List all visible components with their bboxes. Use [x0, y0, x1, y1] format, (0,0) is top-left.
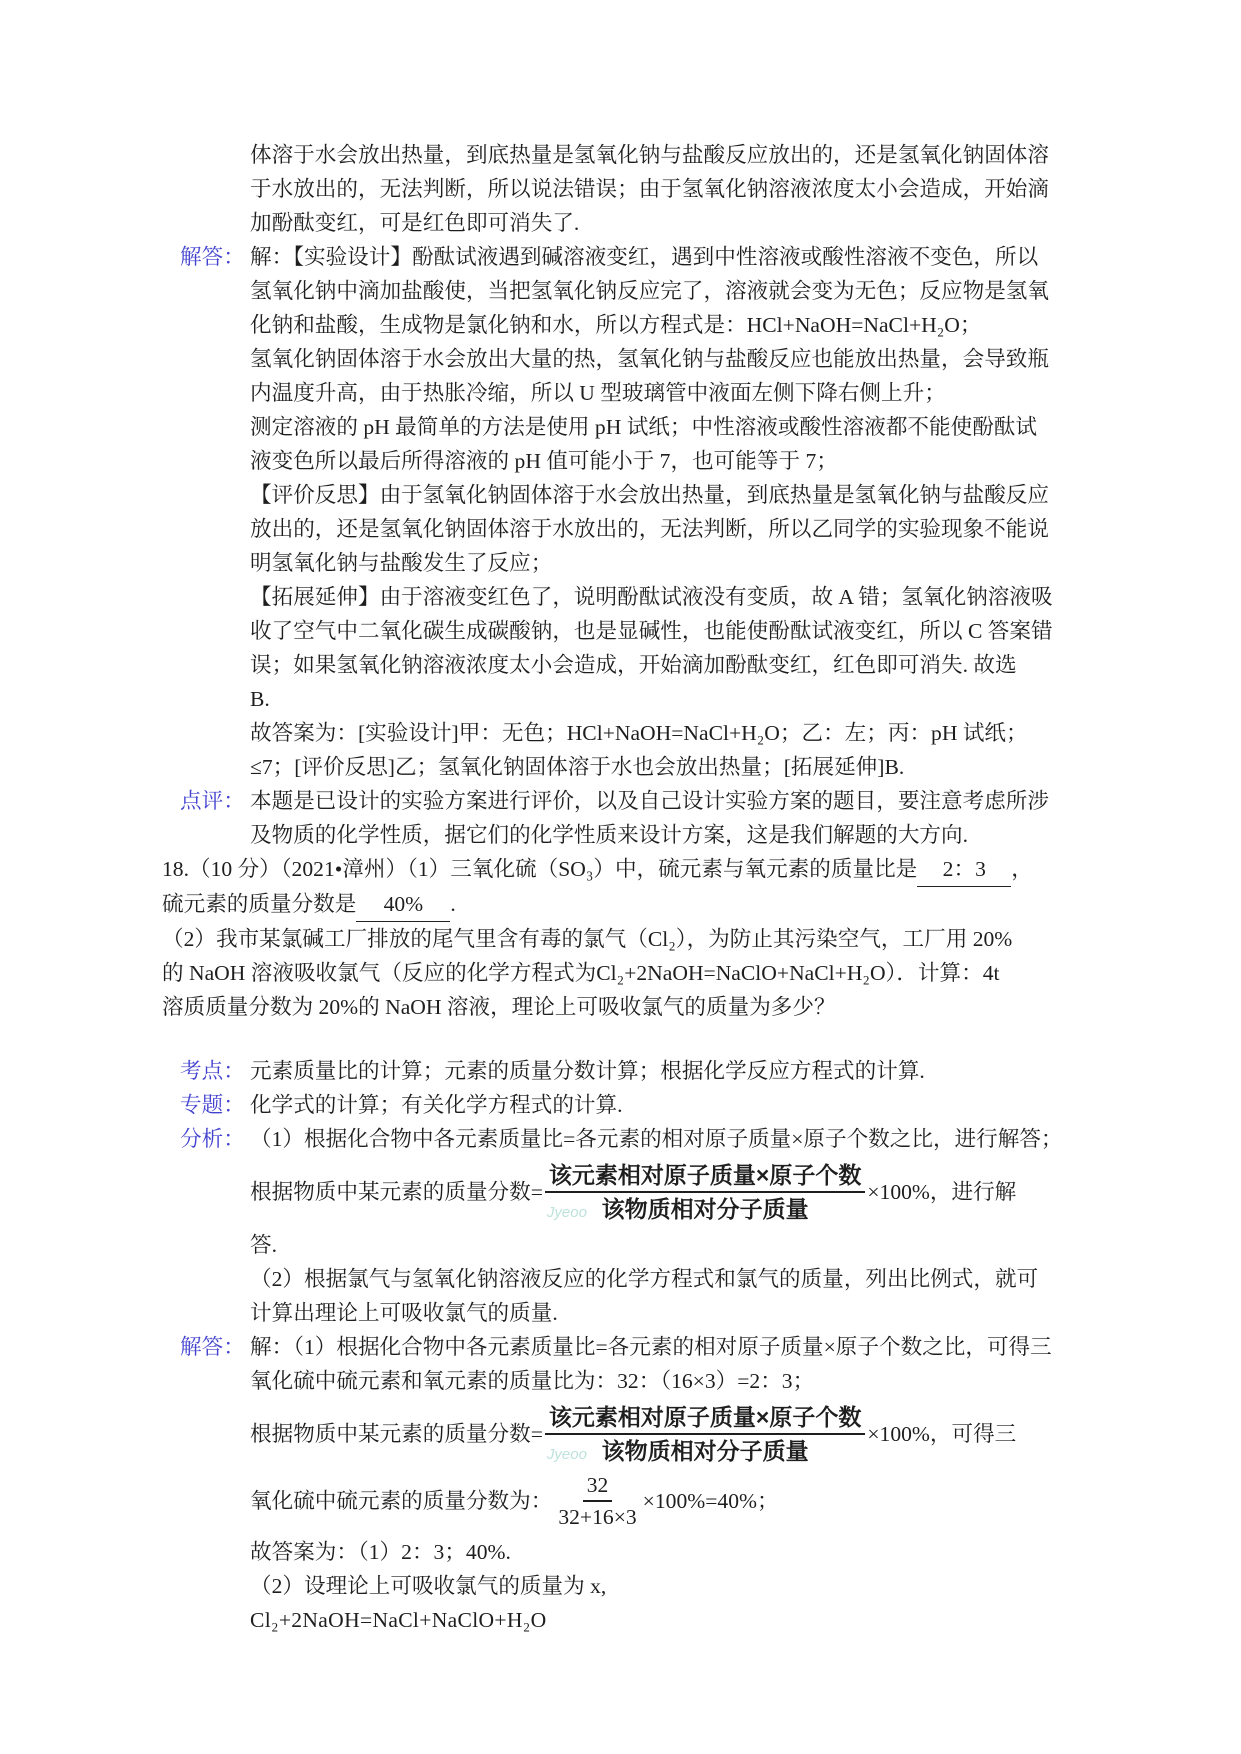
analysis-line-3: 答. [250, 1233, 277, 1257]
jyeoo-watermark: Jyeoo [546, 1203, 587, 1221]
zhuanti-block [162, 1088, 1092, 1122]
analysis-fraction-prefix: 根据物质中某元素的质量分数= [250, 1180, 543, 1204]
analysis-fraction-line [250, 1159, 1092, 1225]
text-line: 【拓展延伸】由于溶液变红色了，说明酚酞试液没有变质，故 A 错；氢氧化钠溶液吸 [250, 585, 1053, 609]
solution-18-fraction-prefix: 根据物质中某元素的质量分数= [250, 1422, 543, 1446]
question-18-line-1-suffix: ， [1011, 857, 1033, 881]
label-fenxi: 分析： [180, 1127, 245, 1151]
label-zhuanti: 专题： [180, 1093, 245, 1117]
text-line: 氢氧化钠中滴加盐酸使，当把氢氧化钠反应完了，溶液就会变为无色；反应物是氢氧 [250, 279, 1049, 303]
formula-numerator: 该元素相对原子质量×原子个数 [545, 1159, 865, 1193]
text-line: 本题是已设计的实验方案进行评价，以及自己设计实验方案的题目，要注意考虑所涉 [250, 789, 1049, 813]
solution-18-line-7: （2）设理论上可吸收氯气的质量为 x, [250, 1574, 607, 1598]
kaodian-text: 元素质量比的计算；元素的质量分数计算；根据化学反应方程式的计算. [250, 1059, 925, 1083]
kaodian-block [162, 1054, 1092, 1088]
label-dianping: 点评： [180, 789, 245, 813]
solution-18-fraction-line [250, 1401, 1092, 1467]
answer-blank-percent: 40% [356, 887, 450, 922]
solution-18-line-2: 氧化硫中硫元素和氧元素的质量比为：32：（16×3）=2：3； [250, 1369, 815, 1393]
zhuanti-text: 化学式的计算；有关化学方程式的计算. [250, 1093, 623, 1117]
text-line: 【评价反思】由于氢氧化钠固体溶于水会放出热量，到底热量是氢氧化钠与盐酸反应 [250, 483, 1049, 507]
text-line: （2）我市某氯碱工厂排放的尾气里含有毒的氯气（Cl₂），为防止其污染空气，工厂用 20% [162, 927, 1013, 951]
text-line: 明氢氧化钠与盐酸发生了反应； [250, 551, 553, 575]
document-content [162, 138, 1092, 1637]
text-line: 于水放出的，无法判断，所以说法错误；由于氢氧化钠溶液浓度太小会造成，开始滴 [250, 177, 1049, 201]
numeric-fraction-denominator: 32+16×3 [558, 1505, 637, 1529]
question-18-line-2-suffix: . [450, 892, 456, 916]
mass-fraction-formula [545, 1159, 865, 1225]
text-line: 体溶于水会放出热量，到底热量是氢氧化钠与盐酸反应放出的，还是氢氧化钠固体溶 [250, 143, 1049, 167]
text-line: 误；如果氢氧化钠溶液浓度太小会造成，开始滴加酚酞变红，红色即可消失. 故选 [250, 653, 1017, 677]
solution-block-17 [162, 240, 1092, 784]
question-18 [162, 852, 1092, 1024]
solution-18-fraction-suffix: ×100%，可得三 [867, 1422, 1017, 1446]
text-line: 的 NaOH 溶液吸收氯气（反应的化学方程式为Cl₂+2NaOH=NaClO+NaCl+H₂O）．计算：4t [162, 961, 1000, 985]
text-line: 放出的，还是氢氧化钠固体溶于水放出的，无法判断，所以乙同学的实验现象不能说 [250, 517, 1049, 541]
analysis-line-1: （1）根据化合物中各元素质量比=各元素的相对原子质量×原子个数之比，进行解答； [250, 1127, 1063, 1151]
formula-numerator-2: 该元素相对原子质量×原子个数 [545, 1401, 865, 1435]
formula-denominator-2: 该物质相对分子质量 [601, 1438, 809, 1464]
question-18-part-2 [162, 922, 1092, 1024]
question-18-line-1 [162, 852, 1092, 887]
formula-denominator: 该物质相对分子质量 [601, 1196, 809, 1222]
answer-continuation-paragraph [250, 138, 1092, 240]
label-jieda: 解答： [180, 245, 245, 269]
text-line: 加酚酞变红，可是红色即可消失了. [250, 211, 580, 235]
analysis-line-4: （2）根据氯气与氢氧化钠溶液反应的化学方程式和氯气的质量，列出比例式，就可 [250, 1267, 1039, 1291]
solution-18-line-6: 故答案为：（1）2：3；40%. [250, 1540, 511, 1564]
solution-18-calc-prefix: 氧化硫中硫元素的质量分数为： [250, 1489, 553, 1513]
question-18-line-2-prefix: 硫元素的质量分数是 [162, 892, 357, 916]
mass-fraction-formula-2 [545, 1401, 865, 1467]
solution-18-calc-line [250, 1470, 1092, 1532]
text-line: ≤7；[评价反思]乙；氢氧化钠固体溶于水也会放出热量；[拓展延伸]B. [250, 755, 905, 779]
text-line: 及物质的化学性质，据它们的化学性质来设计方案，这是我们解题的大方向. [250, 823, 968, 847]
solution-18-calc-suffix: ×100%=40%； [642, 1489, 779, 1513]
numeric-fraction [554, 1470, 640, 1532]
text-line: 收了空气中二氧化碳生成碳酸钠，也是显碱性，也能使酚酞试液变红，所以 C 答案错 [250, 619, 1053, 643]
text-line: 液变色所以最后所得溶液的 pH 值可能小于 7，也可能等于 7； [250, 449, 838, 473]
text-line: B. [250, 687, 270, 711]
analysis-line-5: 计算出理论上可吸收氯气的质量. [250, 1301, 558, 1325]
analysis-block [162, 1122, 1092, 1330]
label-kaodian: 考点： [180, 1059, 245, 1083]
analysis-text [250, 1122, 1092, 1330]
solution-18-line-1: 解：（1）根据化合物中各元素质量比=各元素的相对原子质量×原子个数之比，可得三 [250, 1335, 1052, 1359]
comment-block-17 [162, 784, 1092, 852]
chemical-equation: Cl₂+2NaOH=NaCl+NaClO+H₂O [250, 1608, 547, 1632]
text-line: 内温度升高，由于热胀冷缩，所以 U 型玻璃管中液面左侧下降右侧上升； [250, 381, 946, 405]
numeric-fraction-numerator: 32 [583, 1470, 613, 1502]
spacer [162, 1024, 1092, 1054]
solution-18-text [250, 1330, 1092, 1637]
jyeoo-watermark-2: Jyeoo [546, 1445, 587, 1463]
text-line: 测定溶液的 pH 最简单的方法是使用 pH 试纸；中性溶液或酸性溶液都不能使酚酞试 [250, 415, 1037, 439]
solution-block-18 [162, 1330, 1092, 1637]
label-jieda-2: 解答： [180, 1335, 245, 1359]
text-line: 故答案为：[实验设计]甲：无色；HCl+NaOH=NaCl+H₂O；乙：左；丙：pH 试纸； [250, 721, 1028, 745]
comment-17-text [250, 784, 1092, 852]
analysis-fraction-suffix: ×100%，进行解 [867, 1180, 1017, 1204]
solution-17-text [250, 240, 1092, 784]
text-line: 解：【实验设计】酚酞试液遇到碱溶液变红，遇到中性溶液或酸性溶液不变色，所以 [250, 245, 1039, 269]
text-line: 氢氧化钠固体溶于水会放出大量的热，氢氧化钠与盐酸反应也能放出热量，会导致瓶 [250, 347, 1049, 371]
question-18-line-1-prefix: 18.（10 分）（2021•漳州）（1）三氧化硫（SO₃）中，硫元素与氧元素的质量比是 [162, 857, 918, 881]
answer-blank-ratio: 2：3 [917, 852, 1011, 887]
text-line: 溶质质量分数为 20%的 NaOH 溶液，理论上可吸收氯气的质量为多少？ [162, 995, 836, 1019]
question-18-line-2 [162, 887, 1092, 922]
text-line: 化钠和盐酸，生成物是氯化钠和水，所以方程式是：HCl+NaOH=NaCl+H₂O； [250, 313, 982, 337]
